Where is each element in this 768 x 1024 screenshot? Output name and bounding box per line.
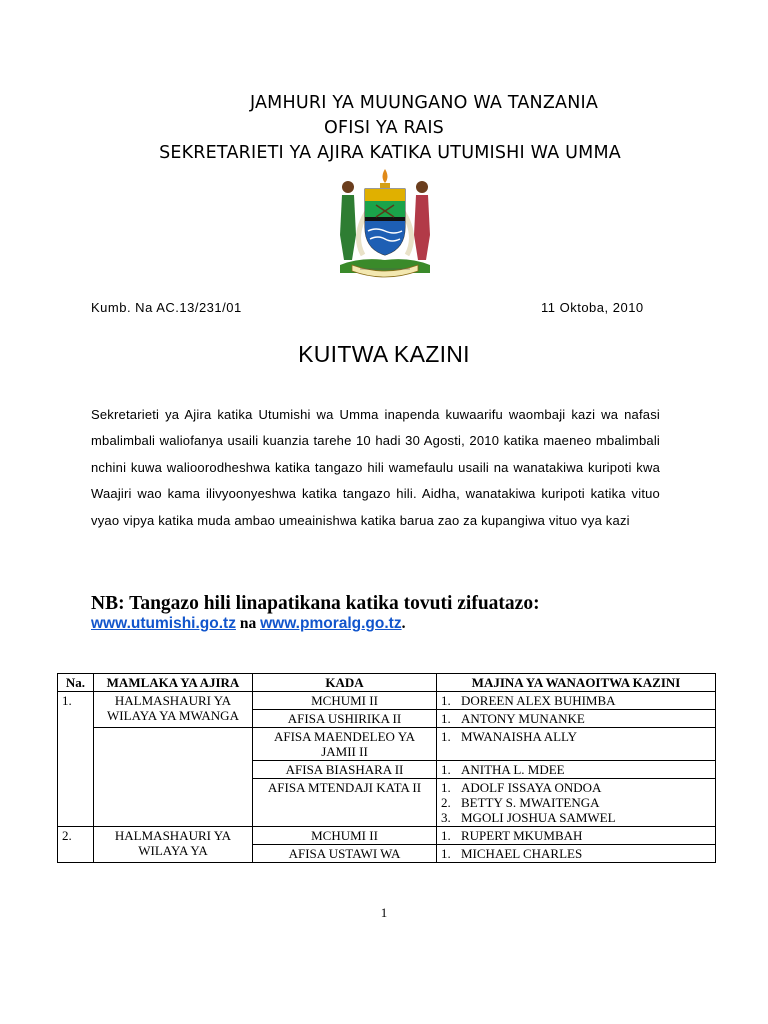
header-line-1: JAMHURI YA MUUNGANO WA TANZANIA — [249, 93, 599, 113]
names-cell — [437, 728, 716, 761]
names-cell — [437, 827, 716, 845]
kada-cell: AFISA USHIRIKA II — [253, 710, 437, 728]
header-no: Na. — [58, 674, 94, 692]
appointments-table — [57, 673, 716, 863]
kada-cell: AFISA MTENDAJI KATA II — [253, 779, 437, 827]
document-title: KUITWA KAZINI — [298, 341, 470, 367]
table-row — [58, 692, 716, 710]
names-cell — [437, 779, 716, 827]
name-item: 1. DOREEN ALEX BUHIMBA — [441, 693, 616, 708]
names-cell — [437, 845, 716, 863]
name-item: 3. MGOLI JOSHUA SAMWEL — [441, 810, 616, 825]
link-utumishi[interactable]: www.utumishi.go.tz — [91, 615, 236, 632]
name-item: 2. BETTY S. MWAITENGA — [441, 795, 600, 810]
body-paragraph: Sekretarieti ya Ajira katika Utumishi wa Umma inapenda kuwaarifu waombaji kazi wa nafasi mbalimbali waliofanya usaili kuanzia tarehe 10 hadi 30 Agosti, 2010 katika maeneo mbalimbali nchini kuwa walioorodheshwa katika tangazo hili wamefaulu usaili na wanatakiwa kuripoti kwa Waajiri wao kama ilivyoonyeshwa katika tangazo hili. Aidha, wanatakiwa kuripoti katika vituo vyao vipya katika muda ambao umeainishwa katika barua zao za kupangiwa vituo vya kazi — [91, 407, 660, 528]
header-kada: KADA — [253, 674, 437, 692]
kada-cell: AFISA MAENDELEO YA JAMII II — [253, 728, 437, 761]
page-number: 1 — [380, 905, 388, 920]
name-item: 1. MICHAEL CHARLES — [441, 846, 583, 861]
header-line-2: OFISI YA RAIS — [324, 118, 444, 138]
kada-cell: MCHUMI II — [253, 692, 437, 710]
name-item: 1. MWANAISHA ALLY — [441, 729, 578, 744]
row-number: 1. — [58, 692, 94, 827]
name-item: 1. ADOLF ISSAYA ONDOA — [441, 780, 602, 795]
link-end: . — [401, 615, 406, 632]
header-authority: MAMLAKA YA AJIRA — [94, 674, 253, 692]
link-connector: na — [235, 615, 261, 632]
authority-cell-empty — [94, 728, 253, 827]
name-item: 1. RUPERT MKUMBAH — [441, 828, 583, 843]
table-row — [58, 728, 716, 761]
row-number: 2. — [58, 827, 94, 863]
nb-note: NB: Tangazo hili linapatikana katika tovuti zifuatazo: — [91, 593, 540, 614]
names-cell — [437, 692, 716, 710]
kada-cell: MCHUMI II — [253, 827, 437, 845]
authority-cell: HALMASHAURI YA WILAYA YA — [94, 827, 253, 863]
table-header-row — [58, 674, 716, 692]
header-names: MAJINA YA WANAOITWA KAZINI — [437, 674, 716, 692]
document-date: 11 Oktoba, 2010 — [541, 300, 644, 315]
reference-number: Kumb. Na AC.13/231/01 — [91, 300, 242, 315]
names-cell — [437, 761, 716, 779]
authority-cell: HALMASHAURI YA WILAYA YA MWANGA — [94, 692, 253, 728]
name-item: 1. ANITHA L. MDEE — [441, 762, 565, 777]
kada-cell: AFISA BIASHARA II — [253, 761, 437, 779]
link-pmoralg[interactable]: www.pmoralg.go.tz — [260, 615, 402, 632]
names-cell — [437, 710, 716, 728]
kada-cell: AFISA USTAWI WA — [253, 845, 437, 863]
table-row — [58, 827, 716, 845]
name-item: 1. ANTONY MUNANKE — [441, 711, 585, 726]
website-links — [91, 615, 405, 633]
coat-of-arms-emblem — [330, 165, 440, 280]
header-line-3: SEKRETARIETI YA AJIRA KATIKA UTUMISHI WA UMMA — [159, 143, 621, 163]
